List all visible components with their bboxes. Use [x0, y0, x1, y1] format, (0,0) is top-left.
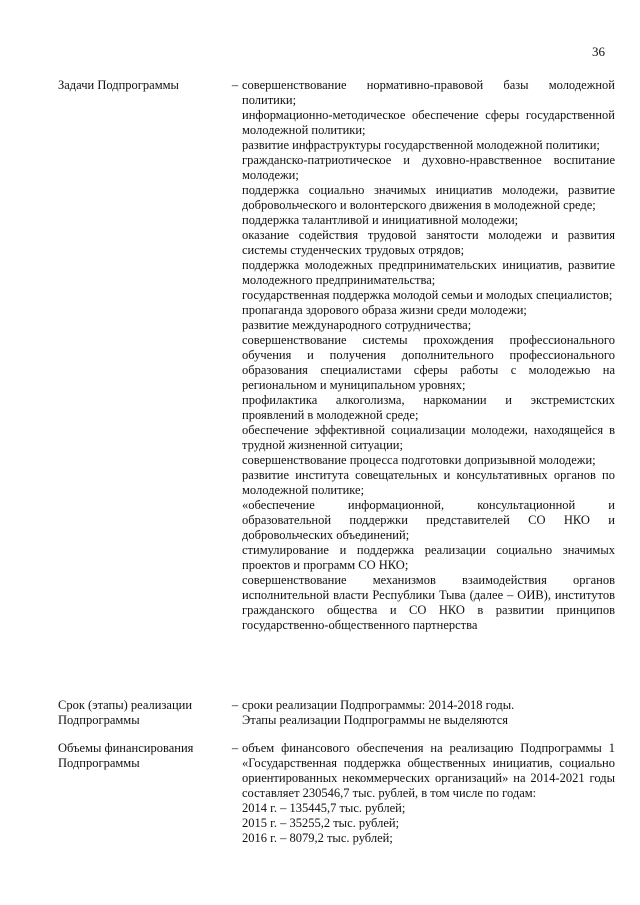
- task-item: информационно-методическое обеспечение сферы государственной молодежной политики;: [242, 108, 615, 137]
- task-item: профилактика алкоголизма, наркомании и экстремистских проявлений в молодежной среде;: [242, 393, 615, 422]
- task-item: развитие института совещательных и консультативных органов по молодежной политике;: [242, 468, 615, 497]
- task-item: развитие инфраструктуры государственной молодежной политики;: [242, 138, 600, 152]
- task-item: совершенствование процесса подготовки допризывной молодежи;: [242, 453, 596, 467]
- row-tasks: [58, 78, 620, 633]
- timeline-item: Этапы реализации Подпрограммы не выделяются: [242, 713, 509, 727]
- task-item: совершенствование системы прохождения профессионального обучения и получения дополнительного профессионального образования специалистами сферы работы с молодежью на региональном и муниципальном уровнях;: [242, 333, 615, 392]
- row-dash: –: [231, 78, 239, 92]
- funding-item: 2016 г. – 8079,2 тыс. рублей;: [242, 831, 393, 845]
- task-item: пропаганда здорового образа жизни среди молодежи;: [242, 303, 527, 317]
- timeline-item: сроки реализации Подпрограммы: 2014-2018 годы.: [242, 698, 515, 712]
- task-item: совершенствование механизмов взаимодействия органов исполнительной власти Республики Тыва (далее – ОИВ), институтов гражданского общества и СО НКО в развитии принципов государственно-общественного партнерства: [242, 573, 615, 632]
- funding-item: объем финансового обеспечения на реализацию Подпрограммы 1 «Государственная поддержка общественных инициатив, социально ориентированных некоммерческих организаций» на 2014-2021 годы составляет 230546,7 тыс. рублей, в том числе по годам:: [242, 741, 615, 800]
- task-item: развитие международного сотрудничества;: [242, 318, 472, 332]
- funding-item: 2015 г. – 35255,2 тыс. рублей;: [242, 816, 400, 830]
- row-content: [242, 741, 615, 846]
- task-item: поддержка молодежных предпринимательских инициатив, развитие молодежного предпринимательства;: [242, 258, 615, 287]
- row-label: Объемы финансирования Подпрограммы: [58, 741, 194, 770]
- row-label: Задачи Подпрограммы: [58, 78, 179, 92]
- funding-item: 2014 г. – 135445,7 тыс. рублей;: [242, 801, 406, 815]
- task-item: оказание содействия трудовой занятости молодежи и развития системы студенческих трудовых отрядов;: [242, 228, 615, 257]
- row-label: Срок (этапы) реализации Подпрограммы: [58, 698, 193, 727]
- task-item: «обеспечение информационной, консультационной и образовательной поддержки представителей СО НКО и добровольческих объединений;: [242, 498, 615, 542]
- row-content: [242, 78, 615, 633]
- task-item: обеспечение эффективной социализации молодежи, находящейся в трудной жизненной ситуации;: [242, 423, 615, 452]
- task-item: поддержка социально значимых инициатив молодежи, развитие добровольческого и волонтерского движения в молодежной среде;: [242, 183, 615, 212]
- task-item: государственная поддержка молодой семьи и молодых специалистов;: [242, 288, 613, 302]
- row-dash: –: [231, 741, 239, 755]
- row-dash: –: [231, 698, 239, 712]
- task-item: совершенствование нормативно-правовой базы молодежной политики;: [242, 78, 615, 107]
- row-timeline: [58, 698, 620, 728]
- task-item: гражданско-патриотическое и духовно-нравственное воспитание молодежи;: [242, 153, 615, 182]
- task-item: стимулирование и поддержка реализации социально значимых проектов и программ СО НКО;: [242, 543, 615, 572]
- row-content: [242, 698, 615, 728]
- row-funding: [58, 741, 620, 846]
- task-item: поддержка талантливой и инициативной молодежи;: [242, 213, 519, 227]
- page-number: 36: [592, 44, 605, 59]
